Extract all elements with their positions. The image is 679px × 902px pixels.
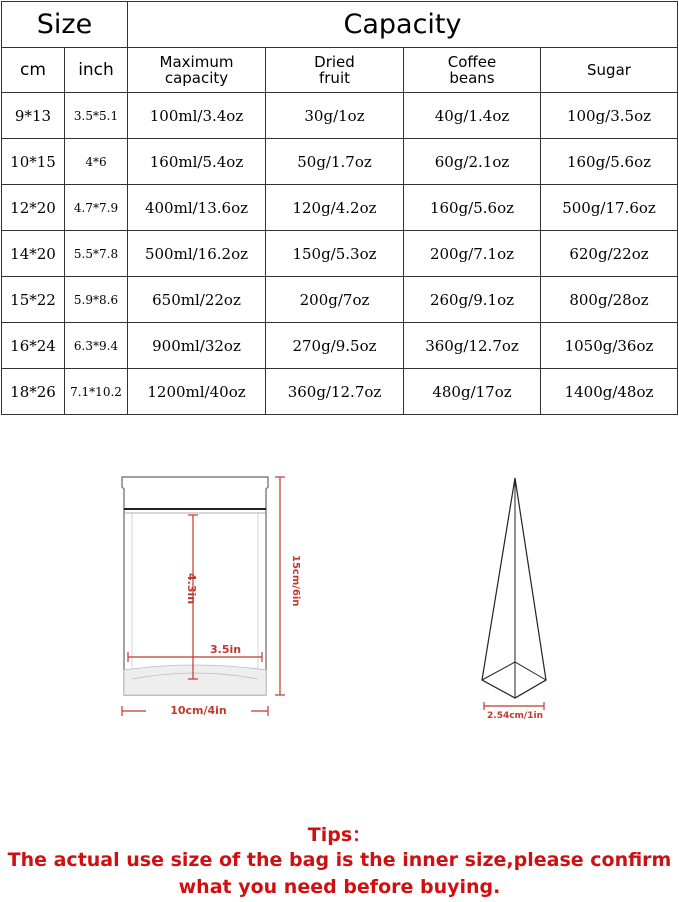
capacity-table xyxy=(1,1,678,415)
bag-side-diagram xyxy=(470,470,570,730)
sugar-cell: 620g/22oz xyxy=(541,231,678,277)
side-outline xyxy=(482,478,546,698)
max-capacity-column-header xyxy=(128,48,266,93)
sugar-cell: 500g/17.6oz xyxy=(541,185,678,231)
inch-cell: 4*6 xyxy=(65,139,128,185)
dried-fruit-header-line1: Dried xyxy=(314,53,355,71)
coffee-beans-cell: 480g/17oz xyxy=(404,369,541,415)
bottom-gusset xyxy=(124,665,266,695)
outer-height-label: 15cm/6in xyxy=(290,555,301,607)
coffee-beans-header-line2: beans xyxy=(449,69,495,87)
dried-fruit-cell: 360g/12.7oz xyxy=(266,369,404,415)
size-header: Size xyxy=(2,2,128,48)
max-capacity-cell: 1200ml/40oz xyxy=(128,369,266,415)
cm-cell: 9*13 xyxy=(2,93,65,139)
bag-front-diagram xyxy=(110,465,310,725)
inch-cell: 3.5*5.1 xyxy=(65,93,128,139)
max-capacity-cell: 500ml/16.2oz xyxy=(128,231,266,277)
table-row xyxy=(2,231,678,277)
dried-fruit-cell: 30g/1oz xyxy=(266,93,404,139)
max-capacity-cell: 160ml/5.4oz xyxy=(128,139,266,185)
coffee-beans-cell: 160g/5.6oz xyxy=(404,185,541,231)
dried-fruit-cell: 50g/1.7oz xyxy=(266,139,404,185)
coffee-beans-cell: 60g/2.1oz xyxy=(404,139,541,185)
tips-line-2: what you need before buying. xyxy=(178,876,501,898)
table-row xyxy=(2,369,678,415)
tips-title: Tips： xyxy=(307,824,372,846)
dried-fruit-cell: 270g/9.5oz xyxy=(266,323,404,369)
max-capacity-cell: 900ml/32oz xyxy=(128,323,266,369)
sugar-column-header: Sugar xyxy=(541,48,678,93)
inch-cell: 5.9*8.6 xyxy=(65,277,128,323)
coffee-beans-header-line1: Coffee xyxy=(447,53,497,71)
table-row xyxy=(2,323,678,369)
inch-cell: 5.5*7.8 xyxy=(65,231,128,277)
table-row xyxy=(2,93,678,139)
sugar-cell: 100g/3.5oz xyxy=(541,93,678,139)
sugar-cell: 1400g/48oz xyxy=(541,369,678,415)
inner-width-label: 3.5in xyxy=(210,643,242,656)
cm-cell: 12*20 xyxy=(2,185,65,231)
coffee-beans-cell: 260g/9.1oz xyxy=(404,277,541,323)
cm-cell: 14*20 xyxy=(2,231,65,277)
max-capacity-cell: 650ml/22oz xyxy=(128,277,266,323)
table-row xyxy=(2,139,678,185)
dried-fruit-header-line2: fruit xyxy=(318,69,350,87)
capacity-header: Capacity xyxy=(128,2,678,48)
inch-cell: 4.7*7.9 xyxy=(65,185,128,231)
inner-height-label: 4.3in xyxy=(185,573,198,605)
cm-column-header: cm xyxy=(2,48,65,93)
sugar-cell: 160g/5.6oz xyxy=(541,139,678,185)
gusset-label: 2.54cm/1in xyxy=(487,711,543,721)
dried-fruit-column-header xyxy=(266,48,404,93)
sugar-cell: 800g/28oz xyxy=(541,277,678,323)
coffee-beans-cell: 40g/1.4oz xyxy=(404,93,541,139)
inch-cell: 7.1*10.2 xyxy=(65,369,128,415)
sugar-cell: 1050g/36oz xyxy=(541,323,678,369)
dried-fruit-cell: 150g/5.3oz xyxy=(266,231,404,277)
dried-fruit-cell: 120g/4.2oz xyxy=(266,185,404,231)
cm-cell: 10*15 xyxy=(2,139,65,185)
max-capacity-cell: 400ml/13.6oz xyxy=(128,185,266,231)
coffee-beans-cell: 200g/7.1oz xyxy=(404,231,541,277)
inch-column-header: inch xyxy=(65,48,128,93)
max-capacity-header-line1: Maximum xyxy=(159,53,234,71)
max-capacity-cell: 100ml/3.4oz xyxy=(128,93,266,139)
max-capacity-header-line2: capacity xyxy=(164,69,229,87)
cm-cell: 16*24 xyxy=(2,323,65,369)
tips-line-1: The actual use size of the bag is the inner size,please confirm xyxy=(7,849,672,871)
table-row xyxy=(2,185,678,231)
coffee-beans-column-header xyxy=(404,48,541,93)
coffee-beans-cell: 360g/12.7oz xyxy=(404,323,541,369)
outer-width-label: 10cm/4in xyxy=(146,704,251,717)
cm-cell: 15*22 xyxy=(2,277,65,323)
inch-cell: 6.3*9.4 xyxy=(65,323,128,369)
table-row xyxy=(2,277,678,323)
cm-cell: 18*26 xyxy=(2,369,65,415)
dried-fruit-cell: 200g/7oz xyxy=(266,277,404,323)
